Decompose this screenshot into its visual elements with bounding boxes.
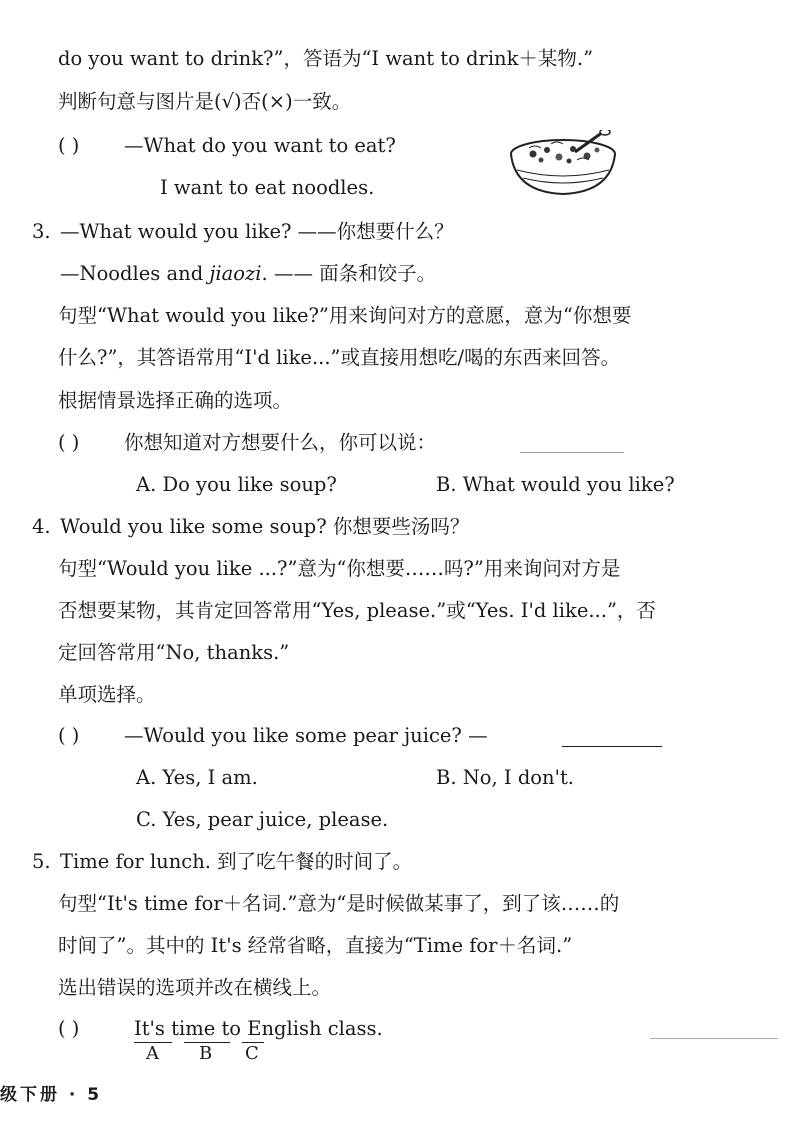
s5-correction-blank[interactable] xyxy=(650,1038,778,1039)
s2-answer-paren[interactable]: ( ) xyxy=(58,134,80,157)
s4-desc-4: 单项选择。 xyxy=(58,683,156,706)
s5-word-b[interactable]: time xyxy=(171,1017,216,1040)
s4-title: Would you like some soup? 你想要些汤吗？ xyxy=(60,515,470,538)
s5-desc-2: 时间了”。其中的 It's 经常省略，直接为“Time for＋名词.” xyxy=(58,934,573,957)
s4-blank[interactable] xyxy=(562,746,662,747)
s5-label-a: A xyxy=(146,1043,159,1064)
s3-desc-2: 什么?”，其答语常用“I'd like...”或直接用想吃/喝的东西来回答。 xyxy=(58,346,621,369)
noodle-bowl-picture xyxy=(503,130,633,200)
s3-exercise: 你想知道对方想要什么，你可以说： xyxy=(124,431,437,454)
s5-label-c: C xyxy=(245,1043,259,1064)
s3-answer-paren[interactable]: ( ) xyxy=(58,431,80,454)
s4-option-a[interactable]: A. Yes, I am. xyxy=(136,766,258,789)
s5-desc-1: 句型“It's time for＋名词.”意为“是时候做某事了，到了该……的 xyxy=(58,892,620,915)
s3-option-b[interactable]: B. What would you like? xyxy=(436,473,675,496)
s5-desc-3: 选出错误的选项并改在横线上。 xyxy=(58,976,332,999)
s5-answer-paren[interactable]: ( ) xyxy=(58,1017,80,1040)
s4-desc-1: 句型“Would you like ...?”意为“你想要……吗?”用来询问对方是 xyxy=(58,557,621,580)
s2-line-1: do you want to drink?”，答语为“I want to drink＋某物.” xyxy=(58,47,594,70)
s4-desc-2: 否想要某物，其肯定回答常用“Yes, please.”或“Yes. I'd like...”，否 xyxy=(58,599,656,622)
s3-question: —What would you like? ——你想要什么？ xyxy=(60,220,454,243)
s5-sentence: It's time to English class. xyxy=(134,1017,383,1040)
s3-option-a[interactable]: A. Do you like soup? xyxy=(136,473,337,496)
s5-word-c[interactable]: to xyxy=(221,1017,242,1040)
s3-desc-1: 句型“What would you like?”用来询问对方的意愿，意为“你想要 xyxy=(58,304,632,327)
s3-desc-3: 根据情景选择正确的选项。 xyxy=(58,389,293,412)
s5-word-a[interactable]: It's xyxy=(134,1017,165,1040)
s3-blank[interactable] xyxy=(520,452,624,453)
s2-question: —What do you want to eat? xyxy=(124,134,396,157)
s2-line-2: 判断句意与图片是(√)否(×)一致。 xyxy=(58,90,352,113)
s4-answer-paren[interactable]: ( ) xyxy=(58,724,80,747)
s5-label-b: B xyxy=(199,1043,213,1064)
s4-option-b[interactable]: B. No, I don't. xyxy=(436,766,575,789)
s4-question: —Would you like some pear juice? — xyxy=(124,724,488,747)
s2-answer: I want to eat noodles. xyxy=(160,176,375,199)
s3-number: 3. xyxy=(32,220,51,243)
s5-number: 5. xyxy=(32,850,51,873)
s4-desc-3: 定回答常用“No, thanks.” xyxy=(58,641,290,664)
s4-option-c[interactable]: C. Yes, pear juice, please. xyxy=(136,808,389,831)
s5-title: Time for lunch. 到了吃午餐的时间了。 xyxy=(60,850,413,873)
s4-number: 4. xyxy=(32,515,51,538)
page-footer: 级下册 · 5 xyxy=(0,1085,103,1105)
s3-answer: —Noodles and jiaozi. —— 面条和饺子。 xyxy=(60,262,437,285)
